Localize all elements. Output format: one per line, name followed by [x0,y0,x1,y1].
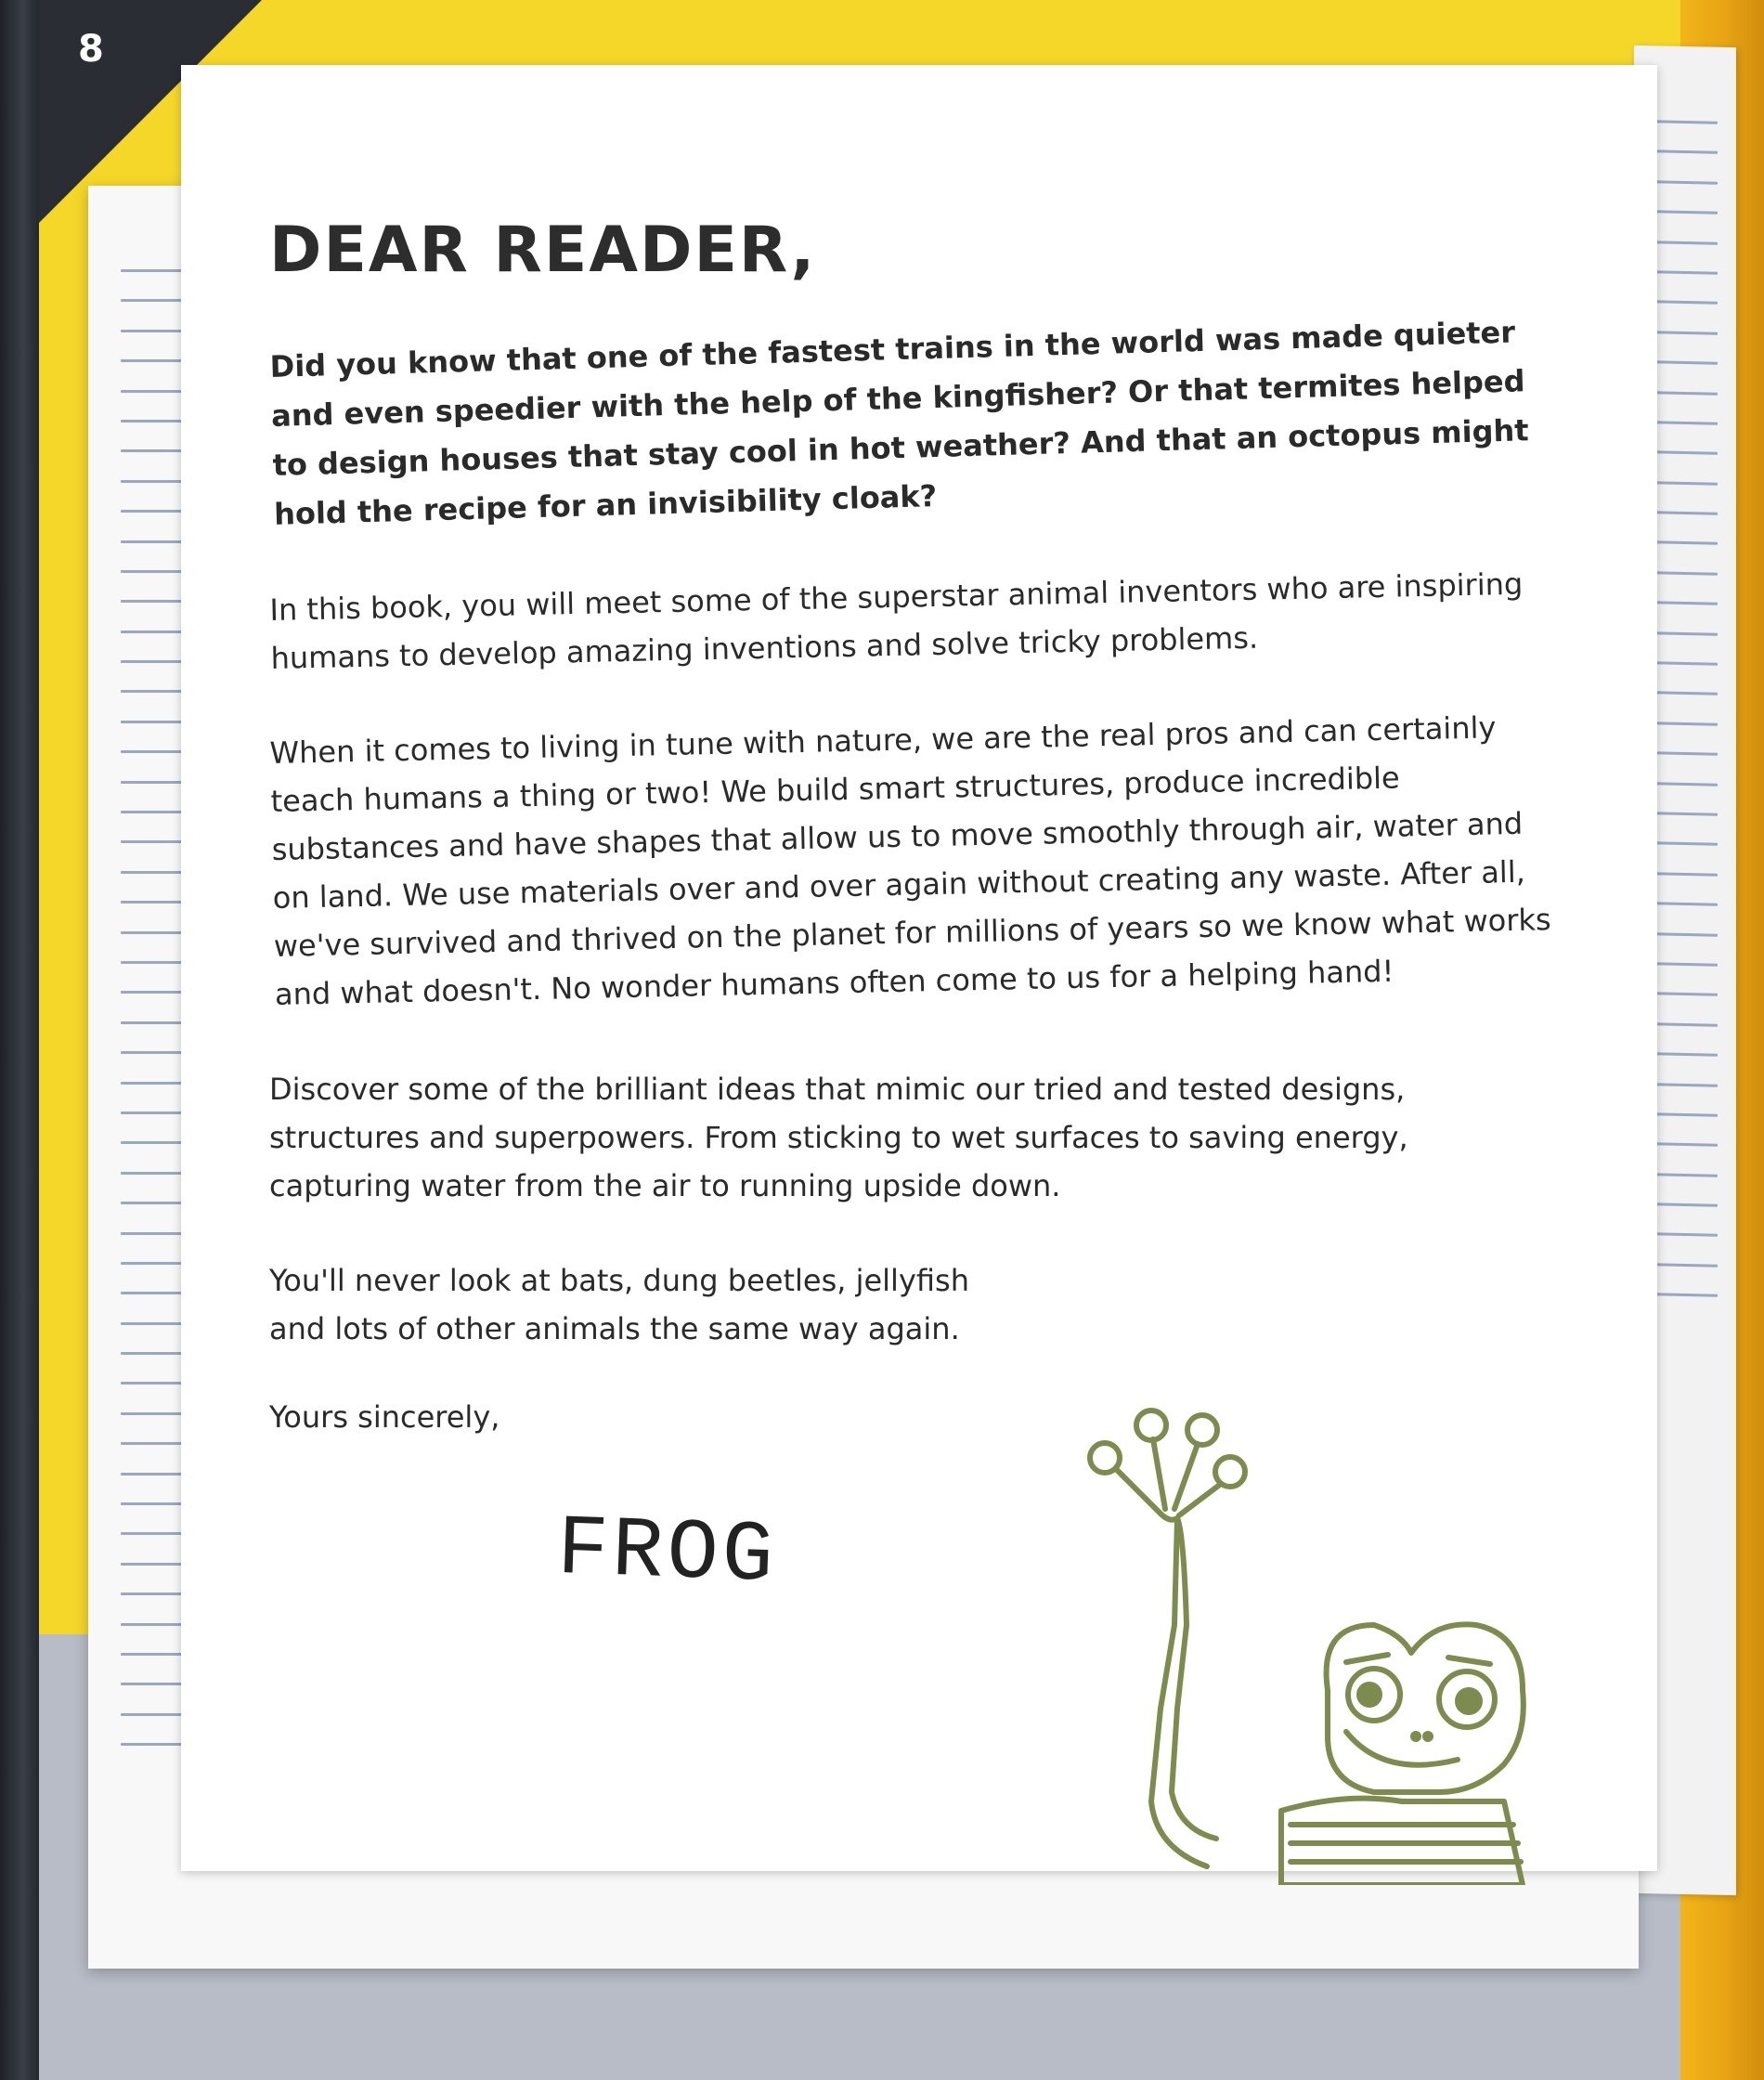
letter-paragraph: Discover some of the brilliant ideas that mimic our tried and tested designs, structures and superpowers. From sticking to wet surfaces to saving energy, capturing water from the air to running upside down. [269,1072,1408,1203]
page-number: 8 [78,28,104,71]
letter-paragraph: When it comes to living in tune with nature, we are the real pros and can certainly teach humans a thing or two! We build smart structures, produce incredible substances and have shapes that allow us to move smoothly through air, water and on land. We use materials over and over again without creating any waste. After all, we've survived and thrived on the planet for millions of years so we know what works and what doesn't. No wonder humans often come to us for a helping hand! [269,709,1552,1012]
signature: FROG [555,1500,779,1606]
frog-illustration [1068,1402,1588,1885]
letter-paragraph: You'll never look at bats, dung beetles, jellyfish and lots of other animals the same way again. [269,1263,969,1346]
letter-intro: Did you know that one of the fastest trains in the world was made quieter and even speedier with the help of the kingfisher? Or that termites helped to design houses that stay cool in hot weather? And that an octopus might hold the recipe for an invisibility cloak? [269,314,1530,532]
letter-heading: DEAR READER, [269,214,817,287]
book-spine [0,0,39,2080]
letter-body [269,214,1550,1435]
tick-column-left [121,269,186,1774]
tick-column-right [1653,120,1718,1324]
letter-signoff: Yours sincerely, [269,1399,500,1435]
letter-paragraph: In this book, you will meet some of the superstar animal inventors who are inspiring humans to develop amazing inventions and solve tricky problems. [269,566,1524,676]
